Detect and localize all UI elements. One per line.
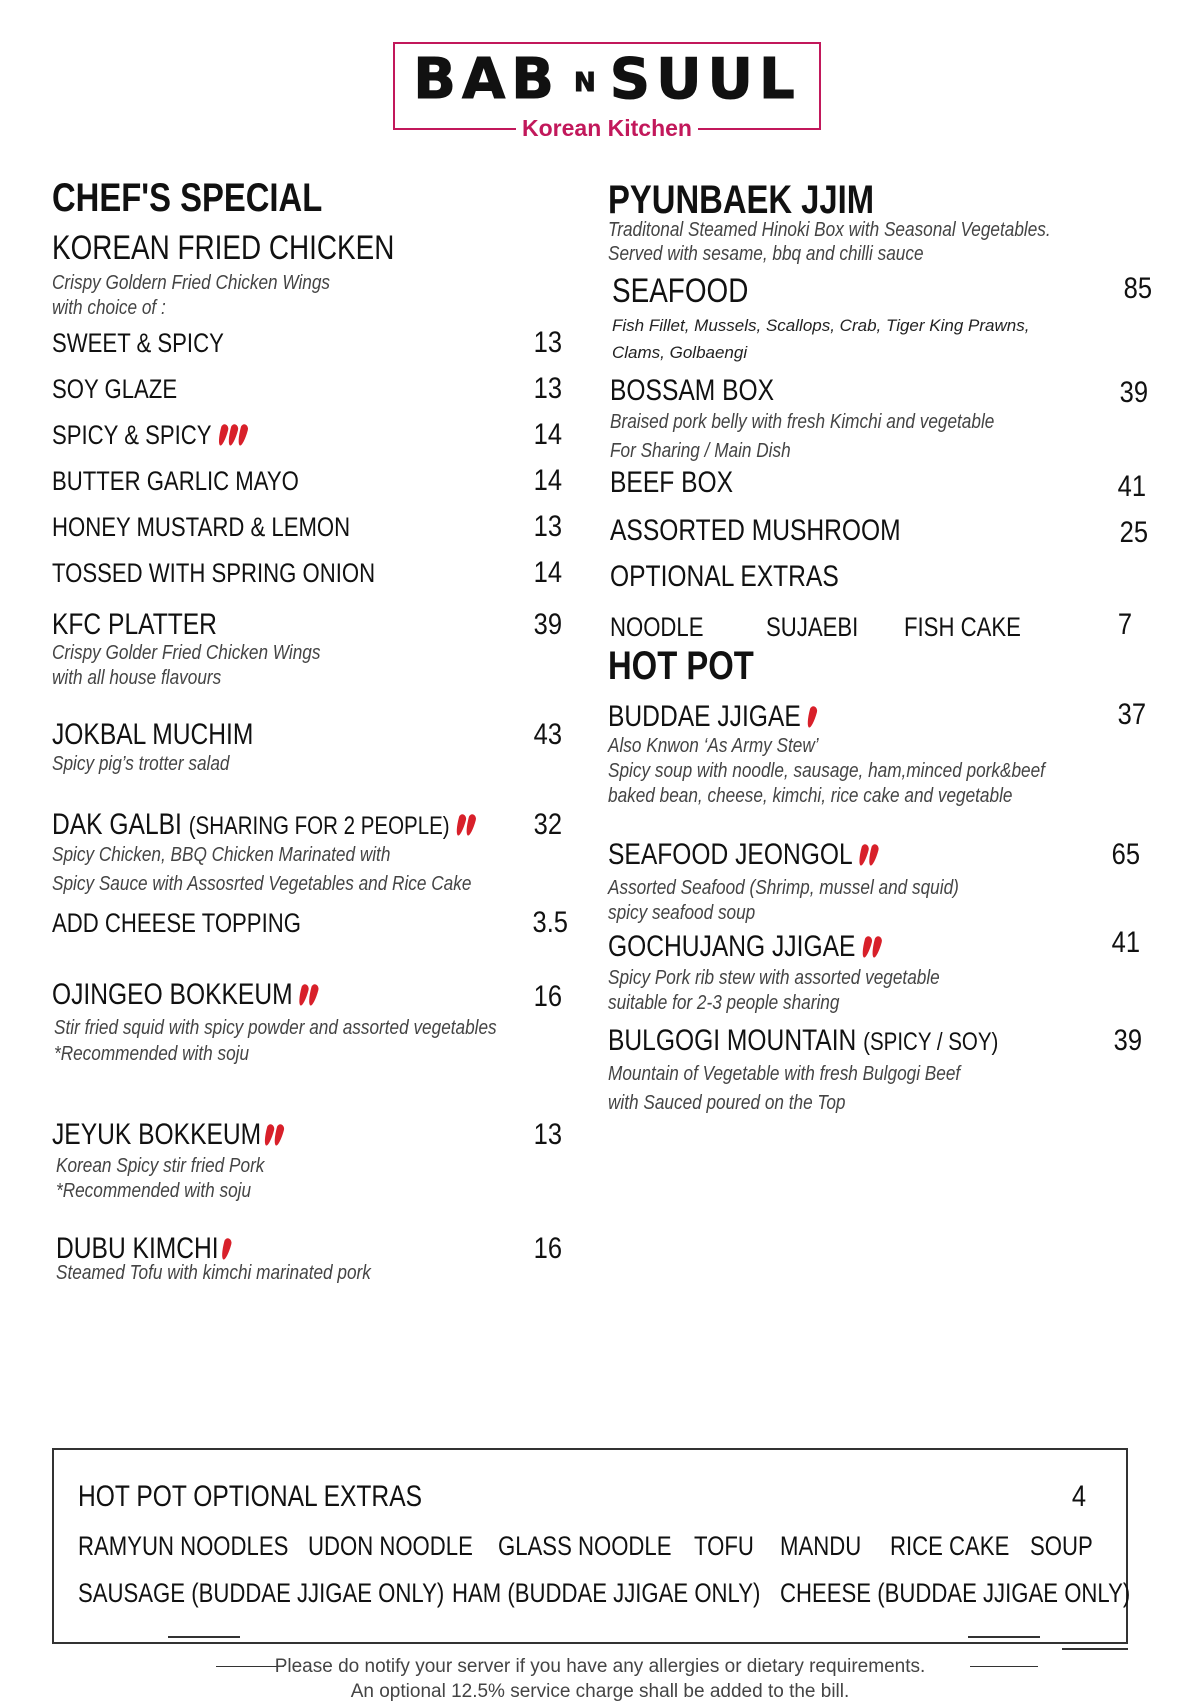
chili-icon-group — [216, 420, 246, 450]
menu-item-label: SEAFOOD JEONGOL — [608, 838, 853, 871]
chili-icon-group — [860, 930, 880, 964]
chili-icon — [867, 843, 880, 867]
decorative-line — [968, 1636, 1040, 1638]
chili-icon — [220, 1237, 233, 1261]
menu-item-price: 43 — [533, 718, 562, 751]
menu-item-sweet-spicy: SWEET & SPICY — [52, 328, 224, 358]
item-desc: Also Knwon ‘As Army Stew’ — [608, 735, 819, 757]
menu-item-buddae-jjigae — [608, 700, 816, 734]
menu-item-dak-galbi — [52, 808, 474, 843]
menu-item-note: (SPICY / SOY) — [863, 1028, 999, 1056]
menu-item-label: BULGOGI MOUNTAIN — [608, 1024, 857, 1057]
chili-icon-group — [806, 700, 816, 734]
footer-service-charge: An optional 12.5% service charge shall be added to the bill. — [350, 1681, 850, 1702]
menu-item-price: 32 — [533, 808, 562, 841]
item-title-korean-fried-chicken: KOREAN FRIED CHICKEN — [52, 229, 395, 267]
logo-word-suul: SUUL — [609, 47, 801, 112]
menu-item-price: 14 — [533, 464, 562, 497]
menu-item-beef-box: BEEF BOX — [610, 466, 734, 499]
logo-subtitle: Korean Kitchen — [516, 114, 698, 144]
extra-sujaebi: SUJAEBI — [766, 612, 859, 642]
menu-item-price: 41 — [1111, 926, 1140, 959]
menu-item-price: 41 — [1117, 470, 1146, 503]
menu-item-bulgogi-mountain — [608, 1024, 998, 1059]
menu-item-assorted-mushroom: ASSORTED MUSHROOM — [610, 514, 901, 547]
section-title-hot-pot: HOT POT — [608, 644, 754, 688]
menu-item-label: SPICY & SPICY — [52, 420, 212, 450]
decorative-line — [1062, 1648, 1128, 1650]
menu-item-jeyuk-bokkeum — [52, 1118, 282, 1152]
extras-box-title: HOT POT OPTIONAL EXTRAS — [78, 1480, 423, 1513]
logo-subtitle-wrap — [393, 114, 821, 144]
menu-item-label: BUDDAE JJIGAE — [608, 700, 801, 733]
chili-icon — [857, 843, 870, 867]
menu-title-optional-extras: OPTIONAL EXTRAS — [610, 560, 839, 593]
extra-soup: SOUP — [1030, 1531, 1093, 1561]
menu-item-price: 3.5 — [532, 906, 568, 939]
chili-icon-group — [298, 978, 318, 1012]
menu-item-honey-mustard-lemon: HONEY MUSTARD & LEMON — [52, 512, 351, 542]
section-desc: Served with sesame, bbq and chilli sauce — [608, 243, 924, 265]
item-desc: Crispy Golder Fried Chicken Wings — [52, 642, 321, 664]
chili-icon — [860, 935, 873, 959]
menu-item-price: 13 — [533, 372, 562, 405]
menu-item-price: 37 — [1117, 698, 1146, 731]
item-desc: *Recommended with soju — [56, 1180, 252, 1202]
chili-icon — [806, 705, 819, 729]
extra-cheese: CHEESE (BUDDAE JJIGAE ONLY) — [780, 1578, 1131, 1608]
item-desc: Fish Fillet, Mussels, Scallops, Crab, Tiger King Prawns, — [612, 316, 1030, 335]
chili-icon — [216, 423, 229, 447]
menu-item-price: 39 — [1119, 376, 1148, 409]
extra-noodle: NOODLE — [610, 612, 704, 642]
logo-word-bab: BAB — [413, 47, 560, 112]
menu-item-price: 16 — [533, 980, 562, 1013]
item-desc: Spicy Chicken, BBQ Chicken Marinated with — [52, 844, 391, 866]
menu-item-price: 25 — [1119, 516, 1148, 549]
chili-icon-group — [858, 838, 878, 872]
menu-item-label: GOCHUJANG JJIGAE — [608, 930, 856, 963]
extra-sausage: SAUSAGE (BUDDAE JJIGAE ONLY) — [78, 1578, 445, 1608]
item-desc: *Recommended with soju — [54, 1043, 250, 1065]
menu-item-seafood: SEAFOOD — [612, 272, 749, 310]
menu-item-price: 13 — [533, 326, 562, 359]
menu-item-tossed-spring-onion: TOSSED WITH SPRING ONION — [52, 558, 376, 588]
menu-item-label: OJINGEO BOKKEUM — [52, 978, 293, 1011]
item-desc: baked bean, cheese, kimchi, rice cake and vegetable — [608, 785, 1013, 807]
item-desc: Steamed Tofu with kimchi marinated pork — [56, 1262, 371, 1284]
extra-ramyun-noodles: RAMYUN NOODLES — [78, 1531, 289, 1561]
item-desc: suitable for 2-3 people sharing — [608, 992, 840, 1014]
item-desc: with choice of : — [52, 297, 166, 319]
item-desc: Spicy Pork rib stew with assorted vegetable — [608, 967, 940, 989]
chili-icon — [454, 813, 467, 837]
section-desc: Traditonal Steamed Hinoki Box with Seasonal Vegetables. — [608, 219, 1051, 241]
extra-rice-cake: RICE CAKE — [890, 1531, 1010, 1561]
extra-fish-cake: FISH CAKE — [904, 612, 1021, 642]
extra-glass-noodle: GLASS NOODLE — [498, 1531, 672, 1561]
menu-item-butter-garlic-mayo: BUTTER GARLIC MAYO — [52, 466, 299, 496]
extra-udon-noodle: UDON NOODLE — [308, 1531, 473, 1561]
menu-item-soy-glaze: SOY GLAZE — [52, 374, 178, 404]
menu-item-label: JEYUK BOKKEUM — [52, 1118, 262, 1151]
footer-allergy-note: Please do notify your server if you have any allergies or dietary requirements. — [274, 1656, 926, 1677]
extra-mandu: MANDU — [780, 1531, 862, 1561]
menu-item-seafood-jeongol — [608, 838, 877, 872]
extra-tofu: TOFU — [694, 1531, 754, 1561]
chili-icon-group — [455, 808, 475, 842]
menu-item-price: 39 — [1113, 1024, 1142, 1057]
menu-item-bossam-box: BOSSAM BOX — [610, 374, 775, 407]
item-desc: Crispy Goldern Fried Chicken Wings — [52, 272, 331, 294]
menu-item-spicy-spicy — [52, 420, 246, 450]
menu-addon-cheese: ADD CHEESE TOPPING — [52, 908, 301, 938]
logo-title — [393, 47, 821, 113]
item-desc: with Sauced poured on the Top — [608, 1092, 846, 1114]
chili-icon-group — [263, 1118, 283, 1152]
item-desc: Spicy soup with noodle, sausage, ham,minced pork&beef — [608, 760, 1045, 782]
item-desc: For Sharing / Main Dish — [610, 440, 791, 462]
menu-item-price: 13 — [533, 1118, 562, 1151]
menu-item-price: 65 — [1111, 838, 1140, 871]
logo-word-n: N — [573, 67, 596, 98]
menu-item-price: 16 — [533, 1232, 562, 1265]
menu-item-label: DUBU KIMCHI — [56, 1232, 219, 1265]
item-desc: Clams, Golbaengi — [612, 343, 748, 362]
menu-item-price: 39 — [533, 608, 562, 641]
section-title-pyunbaek-jjim: PYUNBAEK JJIM — [608, 178, 875, 222]
item-desc: Korean Spicy stir fried Pork — [56, 1155, 265, 1177]
item-desc: spicy seafood soup — [608, 902, 756, 924]
menu-item-price: 14 — [533, 418, 562, 451]
item-desc: Spicy Sauce with Assosrted Vegetables and Rice Cake — [52, 873, 472, 895]
extras-box-price: 4 — [1071, 1480, 1086, 1513]
menu-item-label: DAK GALBI — [52, 808, 182, 841]
item-desc: Mountain of Vegetable with fresh Bulgogi Beef — [608, 1063, 961, 1085]
decorative-line — [168, 1636, 240, 1638]
chili-icon — [263, 1123, 276, 1147]
item-desc: Stir fried squid with spicy powder and assorted vegetables — [54, 1017, 497, 1039]
menu-item-ojingeo-bokkeum — [52, 978, 317, 1012]
extra-ham: HAM (BUDDAE JJIGAE ONLY) — [452, 1578, 761, 1608]
menu-item-price: 13 — [533, 510, 562, 543]
item-desc: Braised pork belly with fresh Kimchi and vegetable — [610, 411, 995, 433]
menu-item-price: 85 — [1123, 272, 1152, 305]
item-desc: Spicy pig’s trotter salad — [52, 753, 230, 775]
item-desc: with all house flavours — [52, 667, 222, 689]
item-desc: Assorted Seafood (Shrimp, mussel and squid) — [608, 877, 959, 899]
menu-item-jokbal-muchim: JOKBAL MUCHIM — [52, 718, 254, 751]
chili-icon — [307, 983, 320, 1007]
menu-item-note: (SHARING FOR 2 PEOPLE) — [188, 812, 450, 840]
section-title-chefs-special: CHEF'S SPECIAL — [52, 176, 323, 220]
menu-item-price: 7 — [1117, 608, 1132, 641]
chili-icon — [297, 983, 310, 1007]
menu-item-price: 14 — [533, 556, 562, 589]
menu-item-kfc-platter: KFC PLATTER — [52, 608, 217, 641]
menu-item-gochujang-jjigae — [608, 930, 880, 964]
